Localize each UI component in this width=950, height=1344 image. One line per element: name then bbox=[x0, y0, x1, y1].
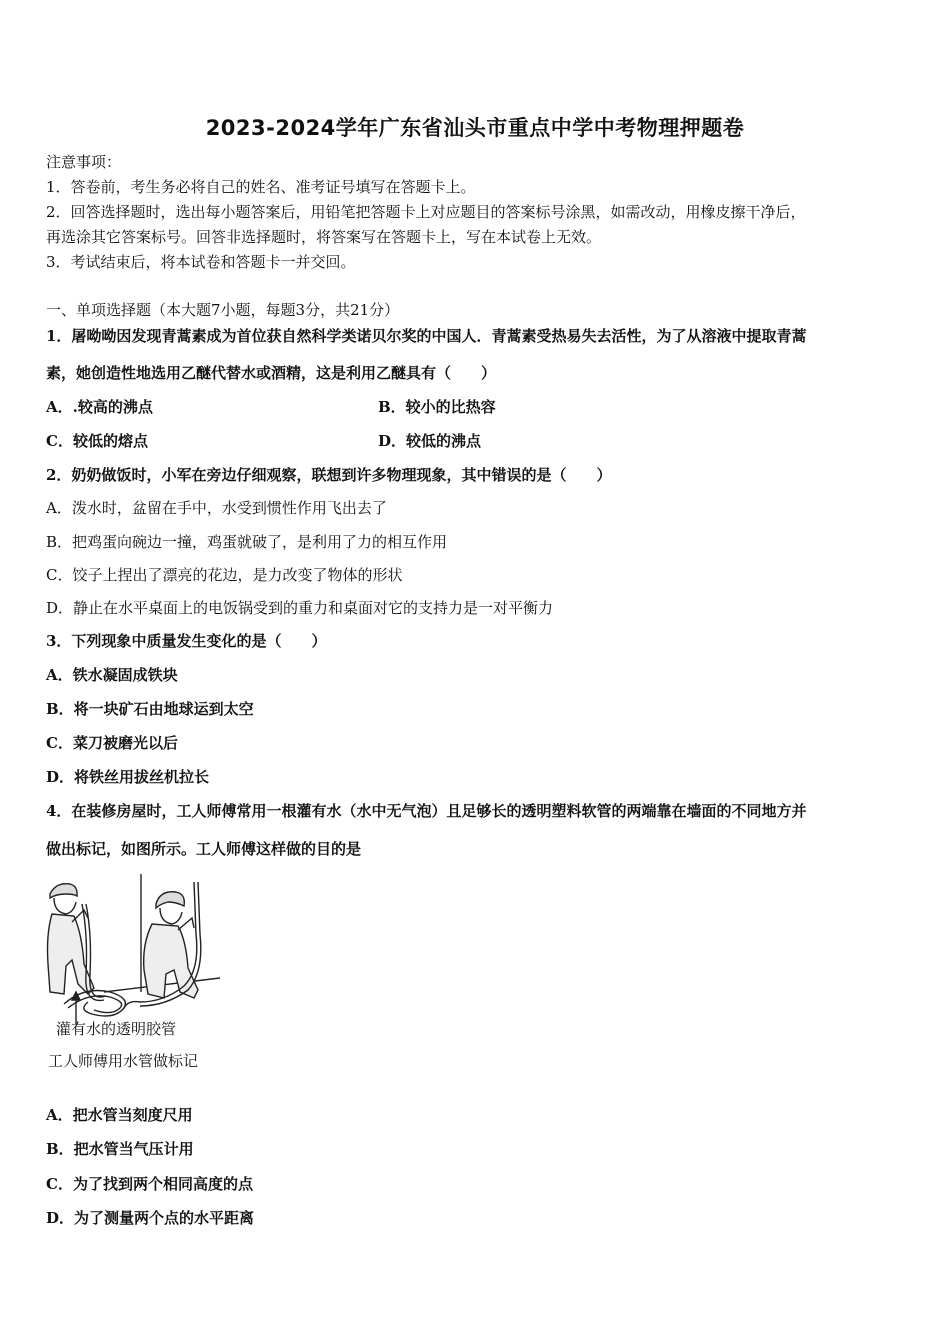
question-2-option-c: C．饺子上捏出了漂亮的花边，是力改变了物体的形状 bbox=[46, 566, 403, 584]
question-2-option-d: D．静止在水平桌面上的电饭锅受到的重力和桌面对它的支持力是一对平衡力 bbox=[46, 599, 554, 617]
notice-item: 2．回答选择题时，选出每小题答案后，用铅笔把答题卡上对应题目的答案标号涂黑，如需改动，用橡皮擦干净后， bbox=[46, 203, 806, 221]
question-4-option-a: A．把水管当刻度尺用 bbox=[46, 1106, 193, 1124]
question-1-stem: 1．屠呦呦因发现青蒿素成为首位获自然科学类诺贝尔奖的中国人．青蒿素受热易失去活性，为了从溶液中提取青蒿 bbox=[46, 327, 807, 345]
question-4-option-b: B．把水管当气压计用 bbox=[46, 1140, 194, 1158]
question-2-stem: 2．奶奶做饭时，小军在旁边仔细观察，联想到许多物理现象，其中错误的是（ ） bbox=[46, 466, 612, 484]
question-1-option-b: B．较小的比热容 bbox=[378, 398, 496, 416]
figure-label: 灌有水的透明胶管 bbox=[56, 1020, 177, 1038]
question-3-stem: 3．下列现象中质量发生变化的是（ ） bbox=[46, 632, 327, 650]
notice-item: 1．答卷前，考生务必将自己的姓名、准考证号填写在答题卡上。 bbox=[46, 178, 476, 196]
question-3-option-c: C．菜刀被磨光以后 bbox=[46, 734, 178, 752]
section-heading: 一、单项选择题（本大题7小题，每题3分，共21分） bbox=[46, 301, 400, 319]
question-3-option-b: B．将一块矿石由地球运到太空 bbox=[46, 700, 254, 718]
question-2-option-b: B．把鸡蛋向碗边一撞，鸡蛋就破了，是利用了力的相互作用 bbox=[46, 533, 448, 551]
question-3-option-a: A．铁水凝固成铁块 bbox=[46, 666, 178, 684]
notice-item: 再选涂其它答案标号。回答非选择题时，将答案写在答题卡上，写在本试卷上无效。 bbox=[46, 228, 602, 246]
figure-caption: 工人师傅用水管做标记 bbox=[48, 1052, 199, 1070]
question-4-option-c: C．为了找到两个相同高度的点 bbox=[46, 1175, 253, 1193]
question-1-stem: 素，她创造性地选用乙醚代替水或酒精，这是利用乙醚具有（ ） bbox=[46, 364, 497, 382]
question-1-option-c: C．较低的熔点 bbox=[46, 432, 148, 450]
question-3-option-d: D．将铁丝用拔丝机拉长 bbox=[46, 768, 210, 786]
workers-hose-illustration bbox=[44, 874, 224, 1074]
page-title: 2023-2024学年广东省汕头市重点中学中考物理押题卷 bbox=[205, 116, 745, 140]
question-1-option-a: A．.较高的沸点 bbox=[46, 398, 153, 416]
question-4-stem: 4．在装修房屋时，工人师傅常用一根灌有水（水中无气泡）且足够长的透明塑料软管的两端靠在墙面的不同地方并 bbox=[46, 802, 807, 820]
notice-heading: 注意事项： bbox=[46, 153, 122, 171]
notice-item: 3．考试结束后，将本试卷和答题卡一并交回。 bbox=[46, 253, 356, 271]
question-2-option-a: A．泼水时，盆留在手中，水受到惯性作用飞出去了 bbox=[46, 499, 387, 517]
question-4-stem: 做出标记，如图所示。工人师傅这样做的目的是 bbox=[46, 840, 362, 858]
question-4-option-d: D．为了测量两个点的水平距离 bbox=[46, 1209, 255, 1227]
question-1-option-d: D．较低的沸点 bbox=[378, 432, 482, 450]
